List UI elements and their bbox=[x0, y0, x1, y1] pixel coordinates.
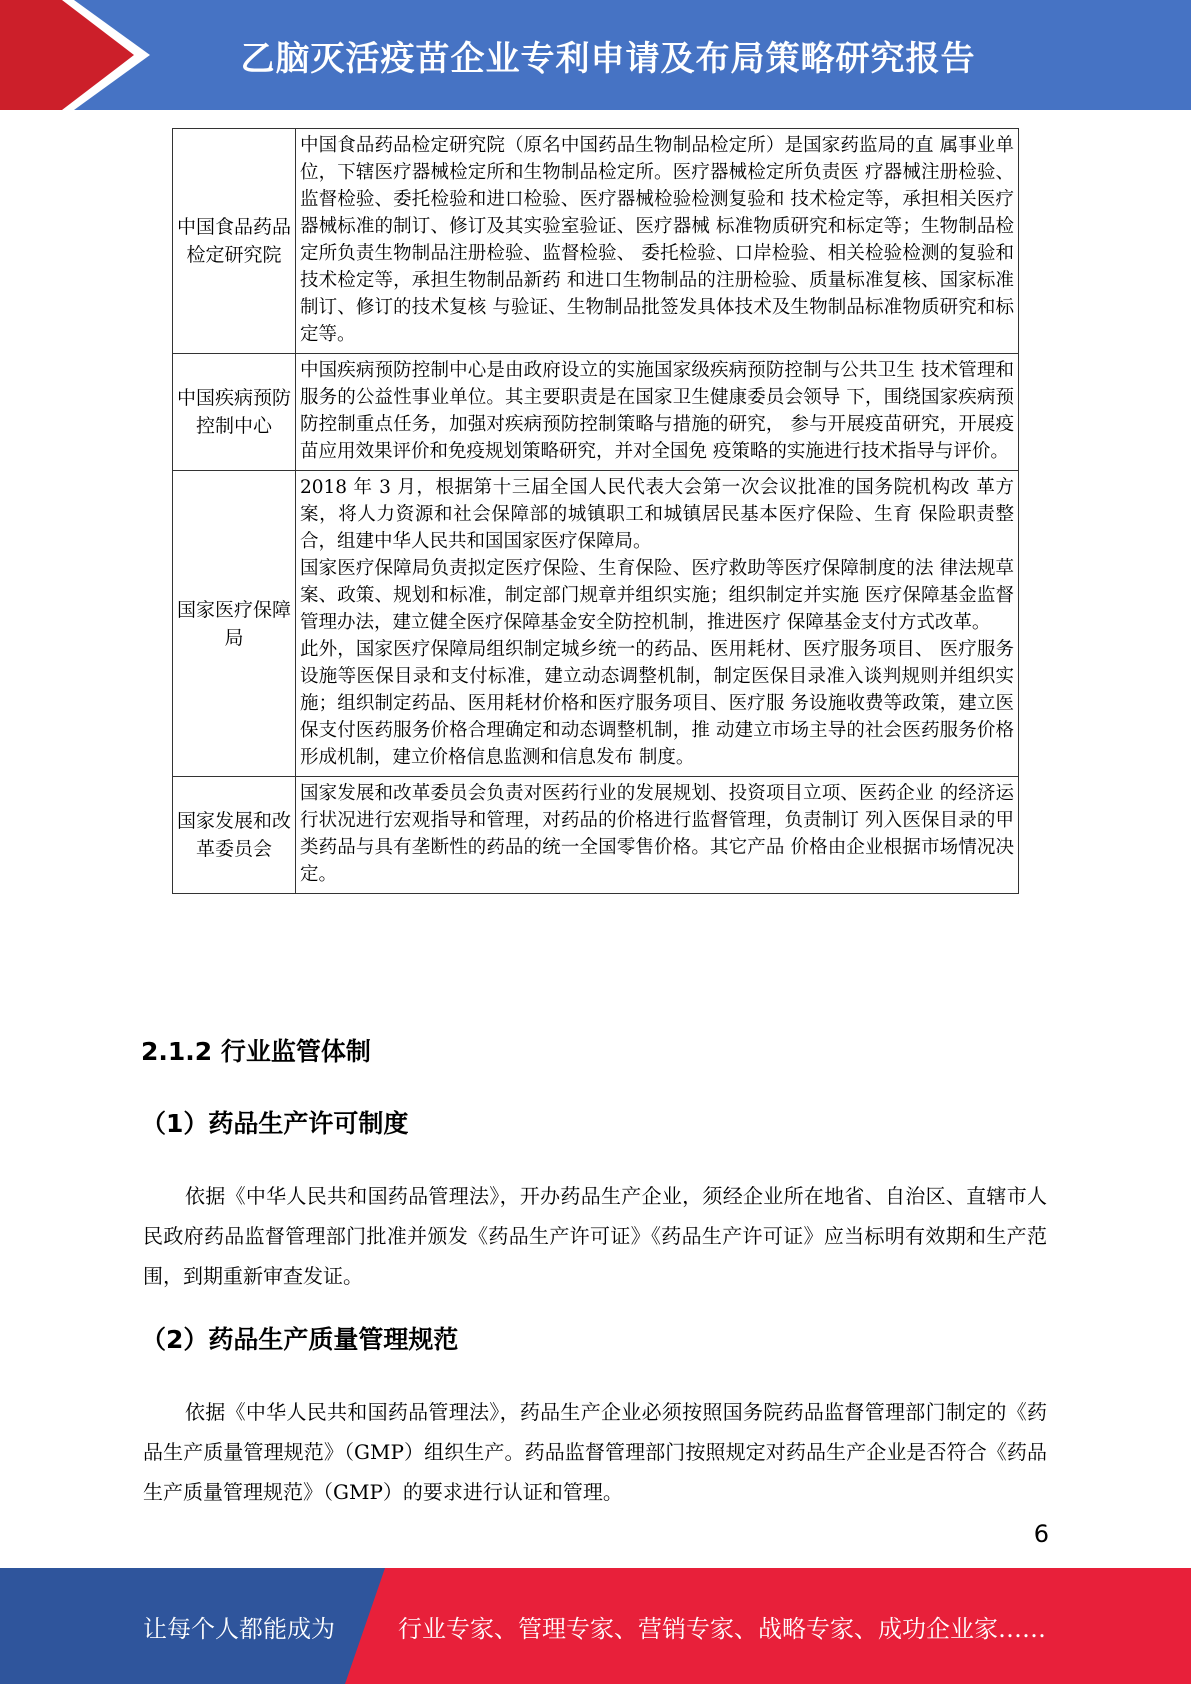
table-row bbox=[173, 129, 1019, 354]
agency-description-cell bbox=[296, 129, 1019, 354]
page-number: 6 bbox=[1033, 1520, 1049, 1548]
table-row bbox=[173, 777, 1019, 894]
agency-name-cell: 国家医疗保障局 bbox=[173, 471, 296, 777]
page-header bbox=[0, 0, 1191, 110]
table-row bbox=[173, 354, 1019, 471]
agency-name-cell: 中国疾病预防控制中心 bbox=[173, 354, 296, 471]
agency-description-cell bbox=[296, 777, 1019, 894]
agency-description-paragraph: 此外，国家医疗保障局组织制定城乡统一的药品、医用耗材、医疗服务项目、 医疗服务设施等医保目录和支付标准，建立动态调整机制，制定医保目录准入谈判规则并组织实施；组织制定药品、医用耗材价格和医疗服务项目、医疗服 务设施收费等政策，建立医保支付医药服务价格合理确定和动态调整机制，推 动建立市场主导的社会医药服务价格形成机制，建立价格信息监测和信息发布 制度。 bbox=[300, 639, 1014, 768]
agency-description-paragraph: 国家发展和改革委员会负责对医药行业的发展规划、投资项目立项、医药企业 的经济运行状况进行宏观指导和管理，对药品的价格进行监督管理，负责制订 列入医保目录的甲类药品与具有垄断性的药品的统一全国零售价格。其它产品 价格由企业根据市场情况决定。 bbox=[300, 783, 1014, 885]
section-heading-2-1-2: 2.1.2 行业监管体制 bbox=[141, 1037, 371, 1066]
subsection-heading-2: （2）药品生产质量管理规范 bbox=[141, 1325, 459, 1354]
table-row bbox=[173, 471, 1019, 777]
agency-description-paragraph: 国家医疗保障局负责拟定医疗保险、生育保险、医疗救助等医疗保障制度的法 律法规草案、政策、规划和标准，制定部门规章并组织实施；组织制定并实施 医疗保障基金监督管理办法，建立健全医疗保障基金安全防控机制，推进医疗 保障基金支付方式改革。 bbox=[300, 558, 1014, 633]
subsection-2-paragraph: 依据《中华人民共和国药品管理法》，药品生产企业必须按照国务院药品监督管理部门制定的《药品生产质量管理规范》（GMP）组织生产。药品监督管理部门按照规定对药品生产企业是否符合《药品生产质量管理规范》（GMP）的要求进行认证和管理。 bbox=[143, 1400, 1047, 1504]
agency-name-cell: 中国食品药品检定研究院 bbox=[173, 129, 296, 354]
subsection-1-paragraph: 依据《中华人民共和国药品管理法》，开办药品生产企业，须经企业所在地省、自治区、直辖市人民政府药品监督管理部门批准并颁发《药品生产许可证》《药品生产许可证》应当标明有效期和生产范围，到期重新审查发证。 bbox=[143, 1184, 1047, 1288]
agency-description-paragraph: 2018 年 3 月，根据第十三届全国人民代表大会第一次会议批准的国务院机构改 革方案，将人力资源和社会保障部的城镇职工和城镇居民基本医疗保险、生育 保险职责整合，组建中华人民共和国国家医疗保障局。 bbox=[300, 477, 1014, 552]
agency-description-paragraph: 中国食品药品检定研究院（原名中国药品生物制品检定所）是国家药监局的直 属事业单位，下辖医疗器械检定所和生物制品检定所。医疗器械检定所负责医 疗器械注册检验、监督检验、委托检验和进口检验、医疗器械检验检测复验和 技术检定等，承担相关医疗器械标准的制订、修订及其实验室验证、医疗器械 标准物质研究和标定等；生物制品检定所负责生物制品注册检验、监督检验、 委托检验、口岸检验、相关检验检测的复验和技术检定等，承担生物制品新药 和进口生物制品的注册检验、质量标准复核、国家标准制订、修订的技术复核 与验证、生物制品批签发具体技术及生物制品标准物质研究和标定等。 bbox=[300, 135, 1014, 345]
footer-slogan-right: 行业专家、管理专家、营销专家、战略专家、成功企业家…… bbox=[398, 1614, 1046, 1643]
page-footer bbox=[0, 1568, 1191, 1684]
agency-name-cell: 国家发展和改革委员会 bbox=[173, 777, 296, 894]
regulatory-agencies-table bbox=[172, 128, 1019, 894]
agency-description-cell bbox=[296, 471, 1019, 777]
footer-slogan-left: 让每个人都能成为 bbox=[143, 1614, 335, 1643]
agency-description-paragraph: 中国疾病预防控制中心是由政府设立的实施国家级疾病预防控制与公共卫生 技术管理和服务的公益性事业单位。其主要职责是在国家卫生健康委员会领导 下，围绕国家疾病预防控制重点任务，加强对疾病预防控制策略与措施的研究， 参与开展疫苗研究，开展疫苗应用效果评价和免疫规划策略研究，并对全国免 疫策略的实施进行技术指导与评价。 bbox=[300, 360, 1014, 462]
report-title: 乙脑灭活疫苗企业专利申请及布局策略研究报告 bbox=[240, 38, 976, 79]
agency-description-cell bbox=[296, 354, 1019, 471]
subsection-heading-1: （1）药品生产许可制度 bbox=[141, 1109, 409, 1138]
